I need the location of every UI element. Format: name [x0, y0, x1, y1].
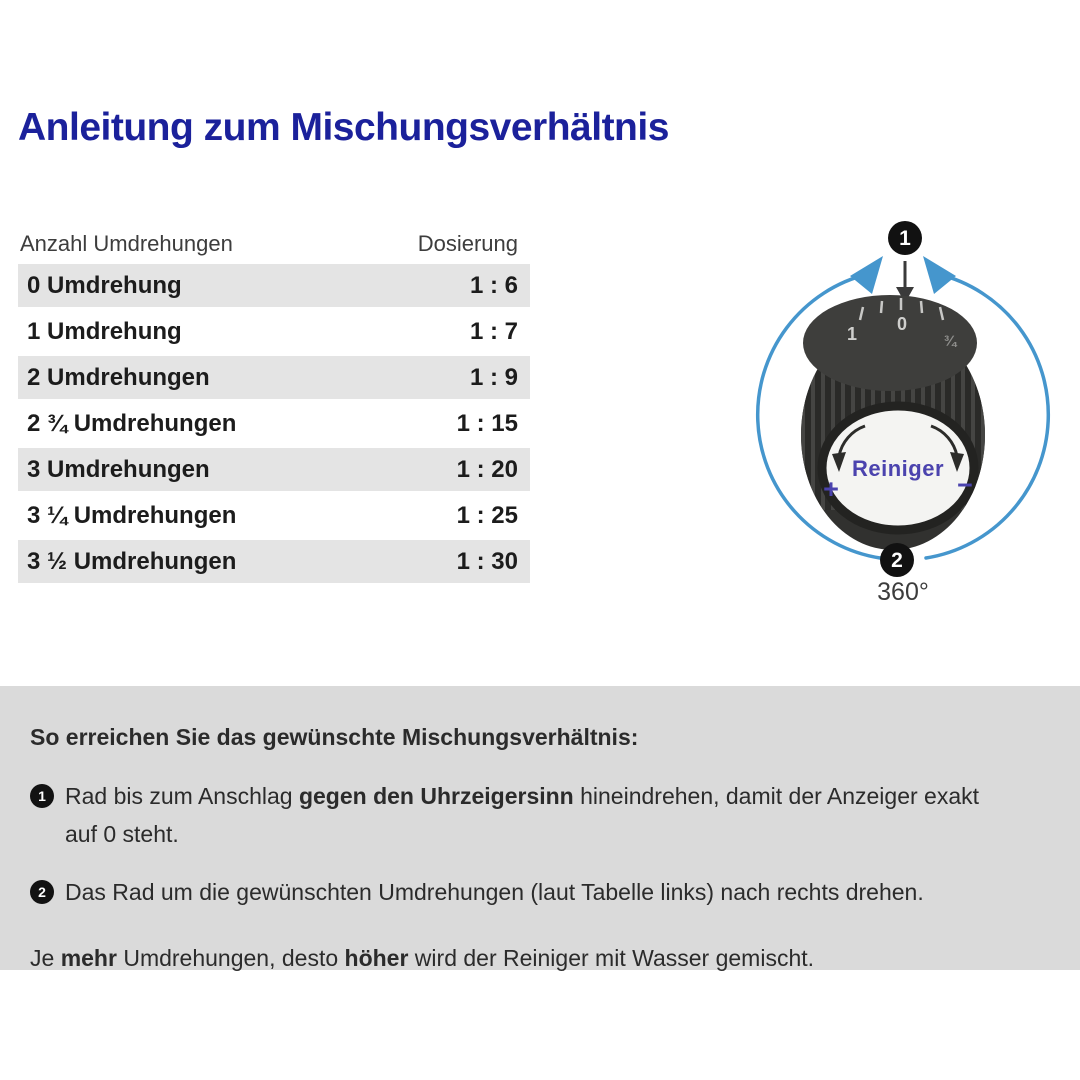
column-header-turns: Anzahl Umdrehungen	[20, 231, 233, 256]
dosage-table	[18, 228, 530, 586]
step1-badge: 1	[30, 784, 54, 808]
cell-ratio: 1 : 9	[469, 363, 518, 391]
table-row	[18, 540, 530, 583]
cell-turns: 1 Umdrehung	[27, 317, 182, 345]
knob-scale-label-left: 1	[846, 324, 858, 344]
instruction-step-1	[30, 777, 1050, 853]
instructions-heading: So erreichen Sie das gewünschte Mischungsverhältnis:	[30, 724, 639, 750]
column-header-dosage: Dosierung	[417, 231, 518, 256]
cell-ratio: 1 : 15	[456, 409, 518, 437]
step1-text: Rad bis zum Anschlag gegen den Uhrzeigersinn hineindrehen, damit der Anzeiger exakt auf 0 steht.	[65, 783, 980, 847]
cell-ratio: 1 : 7	[469, 317, 518, 345]
page-title: Anleitung zum Mischungsverhältnis	[18, 106, 669, 149]
knob-face-label: Reiniger	[851, 456, 945, 481]
mixing-note: Je mehr Umdrehungen, desto höher wird der Reiniger mit Wasser gemischt.	[30, 945, 815, 971]
instructions-box	[0, 686, 1080, 970]
cell-turns: 3 ½ Umdrehungen	[27, 547, 237, 575]
cell-ratio: 1 : 20	[456, 455, 518, 483]
cell-ratio: 1 : 25	[456, 501, 518, 529]
table-row	[18, 402, 530, 445]
arc-arrowhead-left-icon	[850, 256, 883, 294]
knob-scale-label-center: 0	[896, 314, 908, 334]
knob-plus-label: +	[823, 474, 839, 504]
table-row	[18, 264, 530, 307]
table-row	[18, 494, 530, 537]
cell-turns: 0 Umdrehung	[27, 271, 182, 299]
cell-turns: 2 Umdrehungen	[27, 363, 210, 391]
cell-turns: 3 ¼ Umdrehungen	[27, 501, 237, 529]
cell-turns: 2 ¾ Umdrehungen	[27, 409, 237, 437]
arc-arrowhead-right-icon	[923, 256, 956, 294]
step2-badge: 2	[30, 880, 54, 904]
knob-scale-label-right: ¾	[943, 333, 957, 350]
cell-ratio: 1 : 6	[469, 271, 518, 299]
instruction-step-2	[30, 873, 1050, 911]
knob-minus-label: −	[957, 470, 973, 500]
step1-marker-number: 1	[899, 227, 911, 250]
step2-text: Das Rad um die gewünschten Umdrehungen (laut Tabelle links) nach rechts drehen.	[65, 879, 924, 905]
table-row	[18, 356, 530, 399]
rotation-degrees-label: 360°	[877, 578, 929, 606]
table-row	[18, 448, 530, 491]
table-row	[18, 310, 530, 353]
table-header-row	[18, 228, 530, 260]
step2-marker-number: 2	[891, 549, 903, 572]
knob-figure	[735, 200, 1080, 615]
cell-turns: 3 Umdrehungen	[27, 455, 210, 483]
cell-ratio: 1 : 30	[456, 547, 518, 575]
knob-illustration	[735, 200, 1080, 615]
